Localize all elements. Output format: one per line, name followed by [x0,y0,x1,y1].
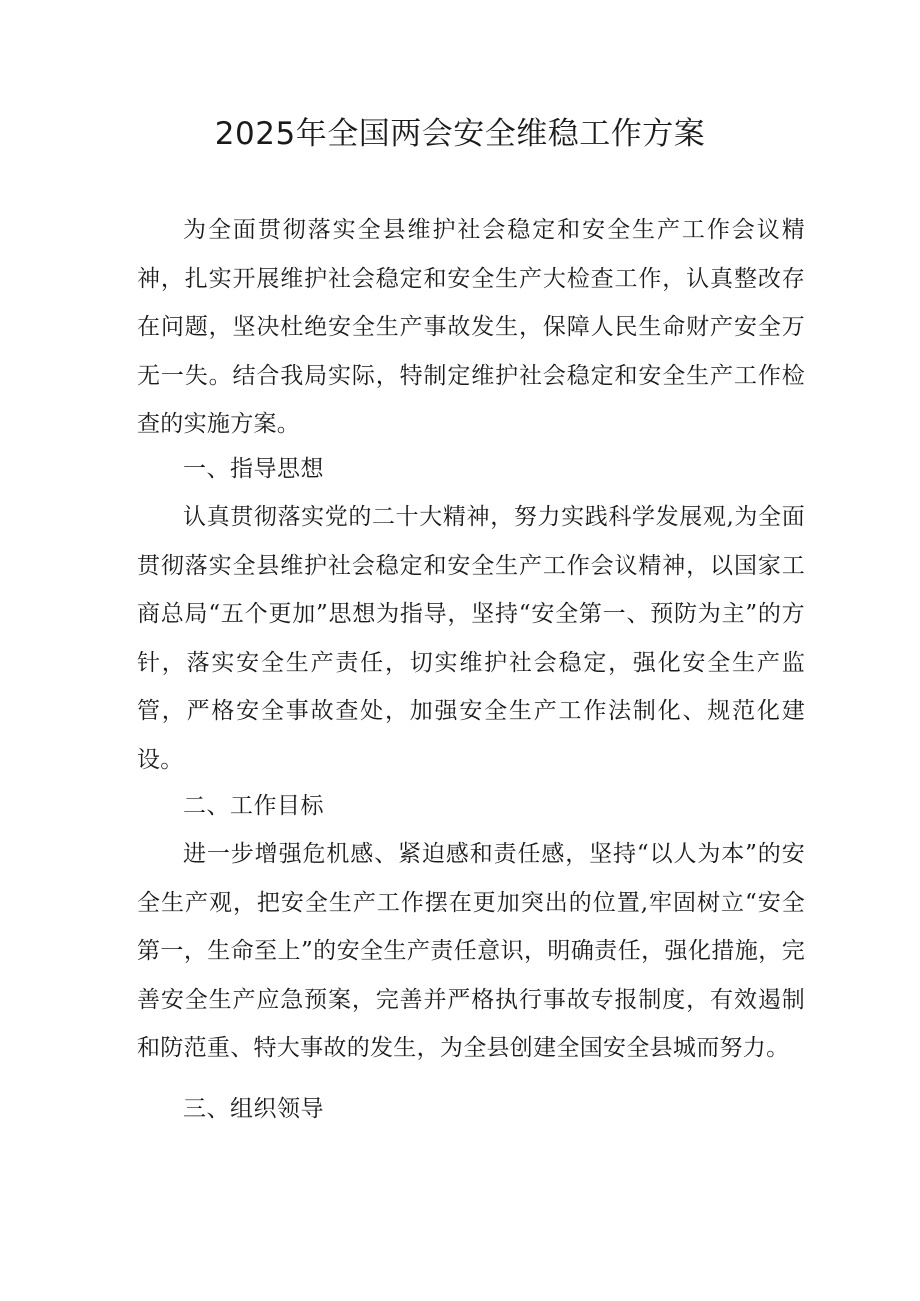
document-title: 2025年全国两会安全维稳工作方案 [214,116,706,152]
section-heading-work-goals: 二、工作目标 [183,793,324,819]
section-body-work-goals: 进一步增强危机感、紧迫感和责任感，坚持“以人为本”的安全生产观，把安全生产工作摆在更加突出的位置,牢固树立“安全第一，生命至上”的安全生产责任意识，明确责任，强化措施，完善安全生产应急预案，完善并严格执行事故专报制度，有效遏制和防范重、特大事故的发生，为全县创建全国安全县城而努力。 [137,841,805,1061]
intro-paragraph: 为全面贯彻落实全县维护社会稳定和安全生产工作会议精神，扎实开展维护社会稳定和安全生产大检查工作，认真整改存在问题，坚决杜绝安全生产事故发生，保障人民生命财产安全万无一失。结合我局实际，特制定维护社会稳定和安全生产工作检查的实施方案。 [137,217,805,437]
section-body-guiding-ideology: 认真贯彻落实党的二十大精神，努力实践科学发展观,为全面贯彻落实全县维护社会稳定和安全生产工作会议精神，以国家工商总局“五个更加”思想为指导，坚持“安全第一、预防为主”的方针，落实安全生产责任，切实维护社会稳定，强化安全生产监管，严格安全事故查处，加强安全生产工作法制化、规范化建设。 [137,504,805,773]
section-heading-organization-leadership: 三、组织领导 [183,1096,324,1122]
section-heading-guiding-ideology: 一、指导思想 [183,456,324,482]
